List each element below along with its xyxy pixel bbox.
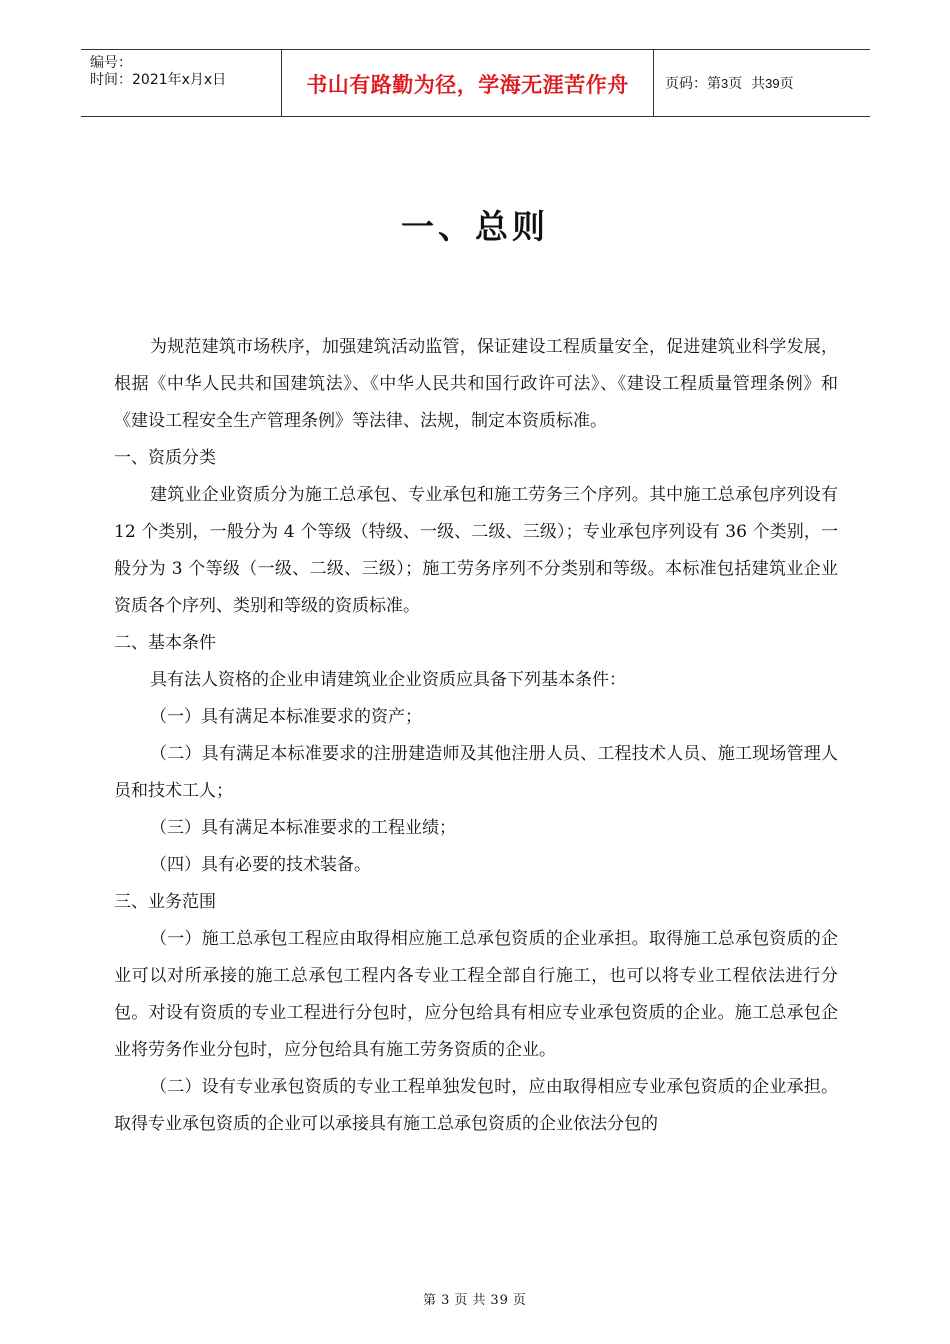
footer-mid2: 共 bbox=[472, 1293, 487, 1308]
list-item-condition-3: （三）具有满足本标准要求的工程业绩； bbox=[150, 818, 456, 838]
section-heading-qualification-classes: 一、资质分类 bbox=[114, 448, 216, 468]
footer-prefix: 第 bbox=[423, 1293, 438, 1308]
header-page-current: 3 bbox=[721, 75, 729, 91]
page-title: 一、总则 bbox=[401, 207, 549, 246]
header-page-total: 39 bbox=[765, 75, 780, 91]
header-page-mid: 页 共 bbox=[728, 76, 766, 92]
header-motto: 书山有路勤为径，学海无涯苦作舟 bbox=[306, 73, 629, 97]
paragraph-qualification-classes: 建筑业企业资质分为施工总承包、专业承包和施工劳务三个序列。其中施工总承包序列设有 12 个类别，一般分为 4 个等级（特级、一级、二级、三级）；专业承包序列设有 36 个类别，一般分为 3 个等级（一级、二级、三级）；施工劳务序列不分类别和等级。本标准包括建筑业企业资质各个序列、类别和等级的资质标准。 bbox=[114, 485, 838, 616]
page-footer bbox=[0, 1289, 950, 1308]
header-page-cell bbox=[654, 50, 870, 116]
footer-suffix: 页 bbox=[512, 1293, 527, 1308]
section-heading-business-scope: 三、业务范围 bbox=[114, 892, 216, 912]
header-meta-cell bbox=[81, 50, 281, 116]
footer-mid1: 页 bbox=[454, 1293, 469, 1308]
document-header bbox=[81, 49, 870, 117]
footer-current: 3 bbox=[441, 1293, 451, 1308]
list-item-condition-4: （四）具有必要的技术装备。 bbox=[150, 855, 371, 875]
header-page-prefix: 页码：第 bbox=[665, 76, 721, 92]
header-page-suffix: 页 bbox=[779, 76, 794, 92]
list-item-condition-2: （二）具有满足本标准要求的注册建造师及其他注册人员、工程技术人员、施工现场管理人员和技术工人； bbox=[114, 744, 838, 801]
document-number-label: 编号： bbox=[90, 55, 132, 71]
list-item-condition-1: （一）具有满足本标准要求的资产； bbox=[150, 707, 422, 727]
section-heading-basic-conditions: 二、基本条件 bbox=[114, 633, 216, 653]
footer-total: 39 bbox=[490, 1293, 509, 1308]
header-motto-cell bbox=[281, 50, 654, 116]
paragraph-business-scope-2: （二）设有专业承包资质的专业工程单独发包时，应由取得相应专业承包资质的企业承担。取得专业承包资质的企业可以承接具有施工总承包资质的企业依法分包的 bbox=[114, 1077, 838, 1134]
document-date-label: 时间：2021年x月x日 bbox=[90, 72, 227, 88]
paragraph-business-scope-1: （一）施工总承包工程应由取得相应施工总承包资质的企业承担。取得施工总承包资质的企业可以对所承接的施工总承包工程内各专业工程全部自行施工，也可以将专业工程依法进行分包。对设有资质的专业工程进行分包时，应分包给具有相应专业承包资质的企业。施工总承包企业将劳务作业分包时，应分包给具有施工劳务资质的企业。 bbox=[114, 929, 838, 1060]
paragraph-basic-conditions: 具有法人资格的企业申请建筑业企业资质应具备下列基本条件： bbox=[150, 670, 626, 690]
document-body bbox=[114, 329, 838, 1143]
paragraph-intro: 为规范建筑市场秩序，加强建筑活动监管，保证建设工程质量安全，促进建筑业科学发展，根据《中华人民共和国建筑法》、《中华人民共和国行政许可法》、《建设工程质量管理条例》和《建设工程安全生产管理条例》等法律、法规，制定本资质标准。 bbox=[114, 337, 838, 431]
